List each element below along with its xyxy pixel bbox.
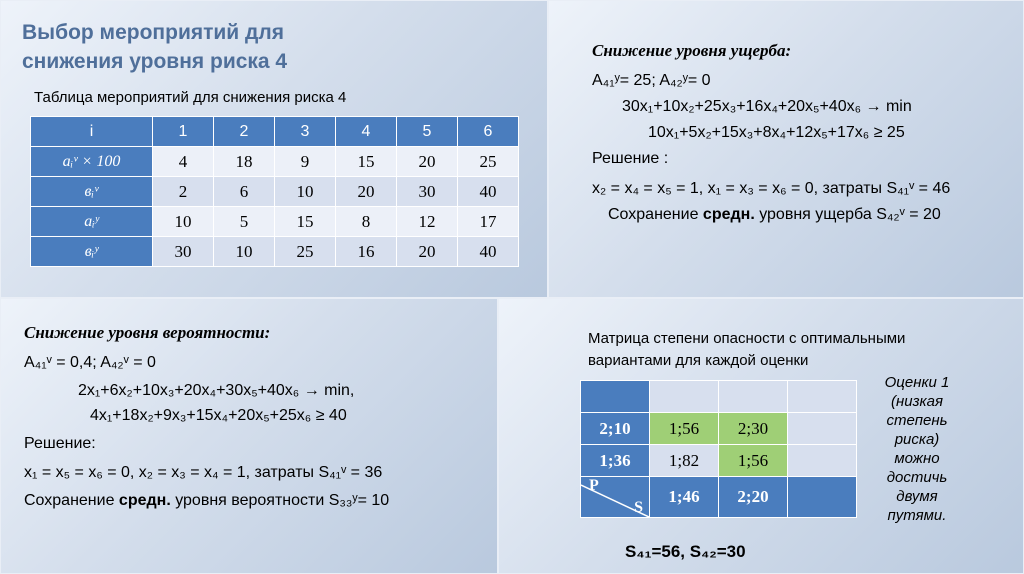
table-cell: 25 [458, 147, 519, 177]
matrix-row-label: 2;10 [581, 413, 650, 445]
prob-line-6-bold: средн. [118, 492, 171, 509]
damage-heading: Снижение уровня ущерба: [592, 41, 792, 60]
table-cell: 9 [275, 147, 336, 177]
table-cell: 12 [397, 207, 458, 237]
matrix-cell [719, 381, 788, 413]
matrix-cell [788, 413, 857, 445]
table-row [31, 147, 519, 177]
table-cell: 16 [336, 237, 397, 267]
prob-line-3: 4x₁+18x₂+9x₃+15x₄+20x₅+25x₆ ≥ 40 [90, 407, 347, 424]
prob-line-1: A₄₁ᵛ = 0,4; A₄₂ᵛ = 0 [24, 354, 156, 371]
row-label: aᵢᵛ × 100 [31, 147, 153, 177]
matrix-cell: 1;56 [650, 413, 719, 445]
table-cell: 8 [336, 207, 397, 237]
table-header-cell: 3 [275, 117, 336, 147]
prob-line-6-post: уровня вероятности S₃₃ʸ= 10 [170, 492, 390, 509]
damage-line-6-pre: Сохранение [608, 206, 703, 223]
matrix-cell [788, 477, 857, 518]
table-cell: 10 [275, 177, 336, 207]
row-label: вᵢᵛ [31, 177, 153, 207]
damage-line-1: A₄₁ʸ= 25; A₄₂ʸ= 0 [592, 72, 711, 89]
prob-line-4: Решение: [24, 435, 96, 452]
matrix-row [581, 381, 857, 413]
damage-line-6-bold: средн. [702, 206, 755, 223]
measures-table [30, 116, 519, 267]
prob-line-6-pre: Сохранение [24, 492, 119, 509]
table-row [31, 207, 519, 237]
matrix-caption-1: Матрица степени опасности с оптимальными [588, 330, 906, 347]
table-header-cell: 6 [458, 117, 519, 147]
table-row [31, 177, 519, 207]
table-cell: 20 [397, 147, 458, 177]
title-line-2: снижения уровня риска 4 [22, 50, 288, 73]
table-cell: 30 [397, 177, 458, 207]
title-line-1: Выбор мероприятий для [22, 21, 284, 44]
table-row [31, 237, 519, 267]
damage-line-6 [608, 204, 941, 226]
matrix-cell [788, 445, 857, 477]
matrix-cell [788, 381, 857, 413]
page-title [22, 18, 287, 76]
table-cell: 6 [214, 177, 275, 207]
prob-line-5: x₁ = x₅ = x₆ = 0, x₂ = x₃ = x₄ = 1, затраты S₄₁ᵛ = 36 [24, 464, 383, 481]
damage-line-5: x₂ = x₄ = x₅ = 1, x₁ = x₃ = x₆ = 0, затраты S₄₁ᵛ = 46 [592, 180, 951, 197]
matrix-cell: 1;82 [650, 445, 719, 477]
table-cell: 20 [397, 237, 458, 267]
table-header-cell: i [31, 117, 153, 147]
table-header-cell: 1 [153, 117, 214, 147]
matrix-row-label: 1;36 [581, 445, 650, 477]
table-header-cell: 5 [397, 117, 458, 147]
matrix-cell: 1;56 [719, 445, 788, 477]
matrix-row [581, 445, 857, 477]
table-cell: 40 [458, 177, 519, 207]
matrix-col-label: 1;46 [650, 477, 719, 518]
table-cell: 17 [458, 207, 519, 237]
table-cell: 18 [214, 147, 275, 177]
danger-matrix [580, 380, 857, 518]
prob-heading: Снижение уровня вероятности: [24, 323, 271, 342]
damage-line-2: 30x₁+10x₂+25x₃+16x₄+20x₅+40x₆ → min [622, 98, 912, 115]
matrix-cell: 2;30 [719, 413, 788, 445]
matrix-row [581, 477, 857, 518]
damage-line-3: 10x₁+5x₂+15x₃+8x₄+12x₅+17x₆ ≥ 25 [648, 124, 905, 141]
matrix-corner-cell [581, 477, 650, 518]
table-cell: 15 [336, 147, 397, 177]
prob-line-6 [24, 490, 389, 512]
table-cell: 10 [153, 207, 214, 237]
table-header-row [31, 117, 519, 147]
table-header-cell: 2 [214, 117, 275, 147]
corner-s: S [634, 499, 643, 516]
table-cell: 15 [275, 207, 336, 237]
note-text: Оценки 1 (низкая степень риска) можно достичь двумя путями. [884, 374, 950, 524]
table-cell: 2 [153, 177, 214, 207]
row-label: aᵢʸ [31, 207, 153, 237]
table-header-cell: 4 [336, 117, 397, 147]
table-cell: 10 [214, 237, 275, 267]
matrix-col-label: 2;20 [719, 477, 788, 518]
table-cell: 20 [336, 177, 397, 207]
s-values: S₄₁=56, S₄₂=30 [625, 542, 746, 561]
row-label: вᵢʸ [31, 237, 153, 267]
table-cell: 4 [153, 147, 214, 177]
matrix-caption-2: вариантами для каждой оценки [588, 352, 809, 369]
table-cell: 25 [275, 237, 336, 267]
table-cell: 30 [153, 237, 214, 267]
prob-line-2: 2x₁+6x₂+10x₃+20x₄+30x₅+40x₆ → min, [78, 382, 355, 399]
matrix-cell [650, 381, 719, 413]
table-caption: Таблица мероприятий для снижения риска 4 [34, 89, 347, 106]
damage-line-4: Решение : [592, 150, 669, 167]
matrix-cell [581, 381, 650, 413]
table-cell: 5 [214, 207, 275, 237]
damage-line-6-post: уровня ущерба S₄₂ᵛ = 20 [754, 206, 941, 223]
table-cell: 40 [458, 237, 519, 267]
corner-p: P [589, 477, 599, 494]
matrix-row [581, 413, 857, 445]
